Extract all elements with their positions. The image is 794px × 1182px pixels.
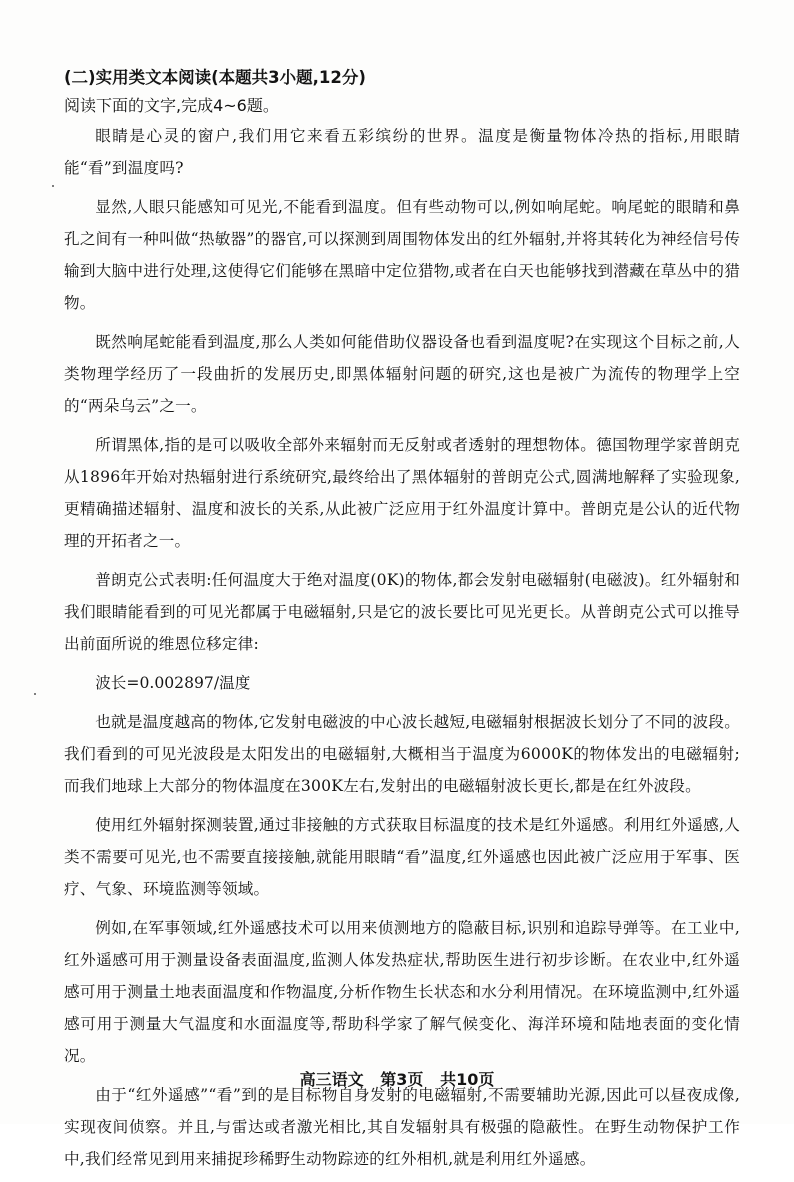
paragraph-3: 既然响尾蛇能看到温度,那么人类如何能借助仪器设备也看到温度呢?在实现这个目标之前,人类物理学经历了一段曲折的发展历史,即黑体辐射问题的研究,这也是被广为流传的物理学上空的“两朵乌云”之一。 xyxy=(64,333,740,415)
wien-formula: 波长=0.002897/温度 xyxy=(95,674,251,692)
instruction: 阅读下面的文字,完成4~6题。 xyxy=(64,96,279,115)
scan-speck xyxy=(52,185,54,187)
scan-speck xyxy=(34,693,36,695)
paragraph-6: 也就是温度越高的物体,它发射电磁波的中心波长越短,电磁辐射根据波长划分了不同的波段。我们看到的可见光波段是太阳发出的电磁辐射,大概相当于温度为6000K的物体发出的电磁辐射;而我们地球上大部分的物体温度在300K左右,发射出的电磁辐射波长更长,都是在红外波段。 xyxy=(64,713,740,795)
section-title: (二)实用类文本阅读(本题共3小题,12分) xyxy=(64,68,366,87)
page-footer: 高三语文 第3页 共10页 xyxy=(299,1070,495,1089)
reading-section xyxy=(64,64,740,1182)
paragraph-9: 由于“红外遥感”“看”到的是目标物自身发射的电磁辐射,不需要辅助光源,因此可以昼夜成像,实现夜间侦察。并且,与雷达或者激光相比,其自发辐射具有极强的隐蔽性。在野生动物保护工作中,我们经常见到用来捕捉珍稀野生动物踪迹的红外相机,就是利用红外遥感。 xyxy=(64,1086,740,1168)
paragraph-4: 所谓黑体,指的是可以吸收全部外来辐射而无反射或者透射的理想物体。德国物理学家普朗克从1896年开始对热辐射进行系统研究,最终给出了黑体辐射的普朗克公式,圆满地解释了实验现象,更精确描述辐射、温度和波长的关系,从此被广泛应用于红外温度计算中。普朗克是公认的近代物理的开拓者之一。 xyxy=(64,436,740,550)
paragraph-2: 显然,人眼只能感知可见光,不能看到温度。但有些动物可以,例如响尾蛇。响尾蛇的眼睛和鼻孔之间有一种叫做“热敏器”的器官,可以探测到周围物体发出的红外辐射,并将其转化为神经信号传输到大脑中进行处理,这使得它们能够在黑暗中定位猎物,或者在白天也能够找到潜藏在草丛中的猎物。 xyxy=(64,198,740,312)
paragraph-1: 眼睛是心灵的窗户,我们用它来看五彩缤纷的世界。温度是衡量物体冷热的指标,用眼睛能“看”到温度吗? xyxy=(64,127,740,177)
paragraph-8: 例如,在军事领域,红外遥感技术可以用来侦测地方的隐蔽目标,识别和追踪导弹等。在工业中,红外遥感可用于测量设备表面温度,监测人体发热症状,帮助医生进行初步诊断。在农业中,红外遥感可用于测量土地表面温度和作物温度,分析作物生长状态和水分利用情况。在环境监测中,红外遥感可用于测量大气温度和水面温度等,帮助科学家了解气候变化、海洋环境和陆地表面的变化情况。 xyxy=(64,919,740,1065)
paragraph-5: 普朗克公式表明:任何温度大于绝对温度(0K)的物体,都会发射电磁辐射(电磁波)。红外辐射和我们眼睛能看到的可见光都属于电磁辐射,只是它的波长要比可见光更长。从普朗克公式可以推导出前面所说的维恩位移定律: xyxy=(64,571,740,653)
paragraph-7: 使用红外辐射探测装置,通过非接触的方式获取目标温度的技术是红外遥感。利用红外遥感,人类不需要可见光,也不需要直接接触,就能用眼睛“看”温度,红外遥感也因此被广泛应用于军事、医疗、气象、环境监测等领域。 xyxy=(64,816,740,898)
